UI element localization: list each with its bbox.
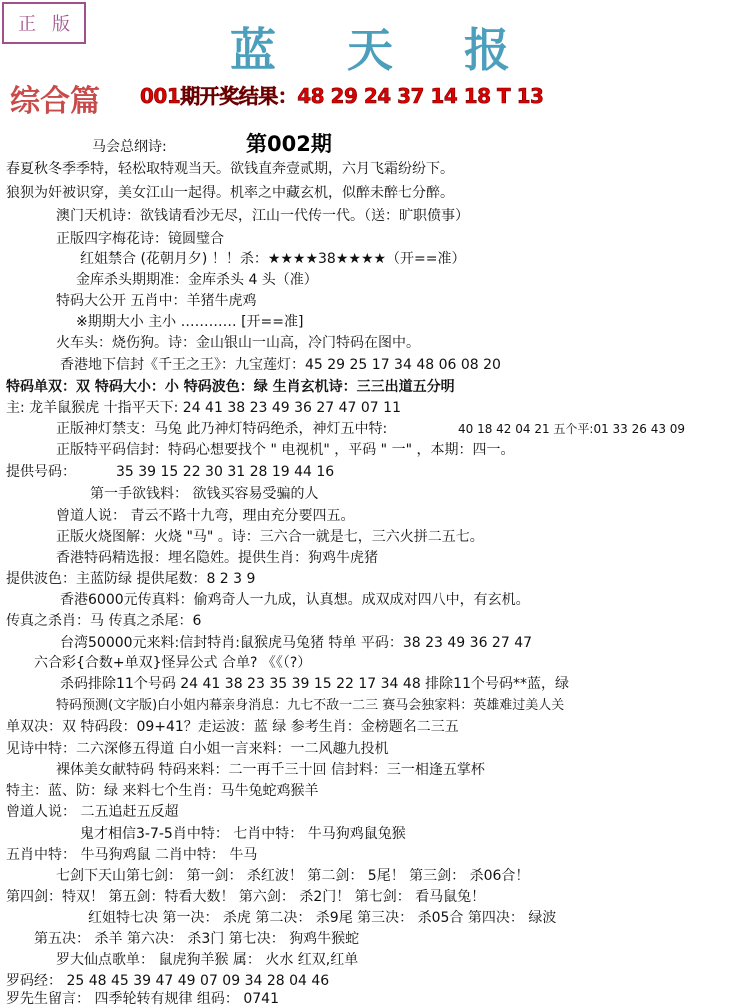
text-line: 罗大仙点歌单： 鼠虎狗羊猴 属： 火水 红双,红单: [56, 952, 359, 968]
text-line: 澳门天机诗：欲钱请看沙无尽，江山一代传一代。（送：旷职偾事）: [56, 208, 469, 224]
text-line: 传真之杀肖：马 传真之杀尾：6: [6, 613, 202, 629]
text-line: 第四剑：特双！ 第五剑：特看大数！ 第六剑： 杀2门！ 第七剑： 看马鼠兔！: [6, 889, 486, 905]
text-line: 正版火烧图解：火烧 "马" 。诗：三六合一就是七，三六火拼二五七。: [56, 529, 484, 545]
text-line: ※期期大小 主小 ………… [开==准]: [76, 314, 304, 330]
text-line: 正版特平码信封：特码心想要找个 " 电视机" ，平码 " 一" ，本期：四一。: [56, 442, 515, 458]
text-line: 红姐特七决 第一决： 杀虎 第二决： 杀9尾 第三决： 杀05合 第四决： 绿波: [88, 910, 557, 926]
title-char-3: 报: [464, 23, 510, 77]
text-line: 香港6000元传真料：偷鸡奇人一九成，认真想。成双成对四八中，有玄机。: [60, 592, 530, 608]
text-line: 台湾50000元来料:信封特肖:鼠猴虎马兔猪 特单 平码：38 23 49 36 27 47: [60, 635, 533, 651]
text-line: 特码大公开 五肖中：羊猪牛虎鸡: [56, 293, 257, 309]
text-line: 曾道人说： 青云不路十九弯，理由充分要四五。: [56, 508, 355, 524]
text-line: 特码预测(文字版)白小姐内幕亲身消息：九七不敌一二三 赛马会独家料：英雄难过美人关: [56, 698, 565, 713]
stamp-char-right: 版: [52, 14, 70, 35]
text-line: 马会总纲诗:: [92, 139, 167, 155]
text-line: 裸体美女献特码 特码来料：二一再千三十回 信封料：三一相逢五掌杯: [56, 762, 485, 778]
text-line: 40 18 42 04 21 五个平:01 33 26 43 09: [458, 422, 686, 436]
text-line: 正版神灯禁支：马兔 此乃神灯特码绝杀，神灯五中特:: [56, 421, 388, 437]
text-line: 罗码经： 25 48 45 39 47 49 07 09 34 28 04 46: [6, 973, 330, 989]
official-stamp: [2, 2, 86, 44]
text-line: 春夏秋冬季季特，轻松取特观当天。欲钱直奔壹贰期，六月飞霜纷纷下。: [6, 161, 454, 177]
text-line: 杀码排除11个号码 24 41 38 23 35 39 15 22 17 34 48 排除11个号码**蓝，绿: [60, 676, 569, 692]
text-line: 狼狈为奸被识穿，美女江山一起得。机率之中藏玄机，似醉未醉七分醉。: [6, 185, 454, 201]
text-line: 六合彩{合数+单双}怪异公式 合单? 《《（?）: [34, 655, 312, 671]
text-line: 特码单双：双 特码大小：小 特码波色：绿 生肖玄机诗：三三出道五分明: [6, 379, 455, 395]
text-line: 提供波色：主蓝防绿 提供尾数：8 2 3 9: [6, 571, 256, 587]
text-line: 第一手欲钱料： 欲钱买容易受骗的人: [90, 486, 319, 502]
text-line: 提供号码：: [6, 464, 76, 480]
text-line: 七剑下天山第七剑： 第一剑： 杀红波！ 第二剑： 5尾！ 第三剑： 杀06合！: [56, 868, 530, 884]
title-char-1: 蓝: [230, 23, 276, 77]
text-line: 火车头：烧伤狗。诗：金山银山一山高，冷门特码在图中。: [56, 335, 420, 351]
period-number: 第002期: [246, 132, 332, 156]
stamp-char-left: 正: [18, 14, 36, 35]
text-line: 主: 龙羊鼠猴虎 十指平天下: 24 41 38 23 49 36 27 47 07 11: [6, 400, 401, 416]
text-line: 鬼才相信3-7-5肖中特： 七肖中特： 牛马狗鸡鼠兔猴: [80, 826, 406, 842]
text-line: 金库杀头期期准：金库杀头 4 头（准）: [76, 272, 318, 288]
section-title: 综合篇: [10, 84, 100, 119]
text-line: 香港地下信封《千王之王》：九宝莲灯：45 29 25 17 34 48 06 08 20: [60, 357, 501, 373]
text-line: 香港特码精选报：埋名隐姓。提供生肖：狗鸡牛虎猪: [56, 550, 378, 566]
text-line: 35 39 15 22 30 31 28 19 44 16: [116, 464, 335, 480]
text-line: 第五决： 杀羊 第六决： 杀3门 第七决： 狗鸡牛猴蛇: [34, 931, 360, 947]
text-line: 见诗中特：二六深修五得道 白小姐一言来料：一二风趣九投机: [6, 741, 389, 757]
title-char-2: 天: [347, 23, 393, 77]
text-line: 罗先生留言： 四季轮转有规律 组码： 0741: [6, 991, 279, 1007]
text-line: 五肖中特： 牛马狗鸡鼠 二肖中特： 牛马: [6, 847, 258, 863]
draw-result: 001期开奖结果：48 29 24 37 14 18 T 13: [140, 84, 544, 108]
text-line: 红姐禁合 (花朝月夕) ！！杀：★★★★38★★★★（开==准）: [80, 251, 466, 267]
text-line: 正版四字梅花诗：镜圆璧合: [56, 231, 224, 247]
text-line: 曾道人说： 二五追赶五反超: [6, 804, 179, 820]
text-line: 特主：蓝、防：绿 来料七个生肖：马牛兔蛇鸡猴羊: [6, 783, 319, 799]
text-line: 单双决：双 特码段：09+41？走运波：蓝 绿 参考生肖：金榜题名二三五: [6, 719, 459, 735]
page-title: [230, 14, 510, 80]
